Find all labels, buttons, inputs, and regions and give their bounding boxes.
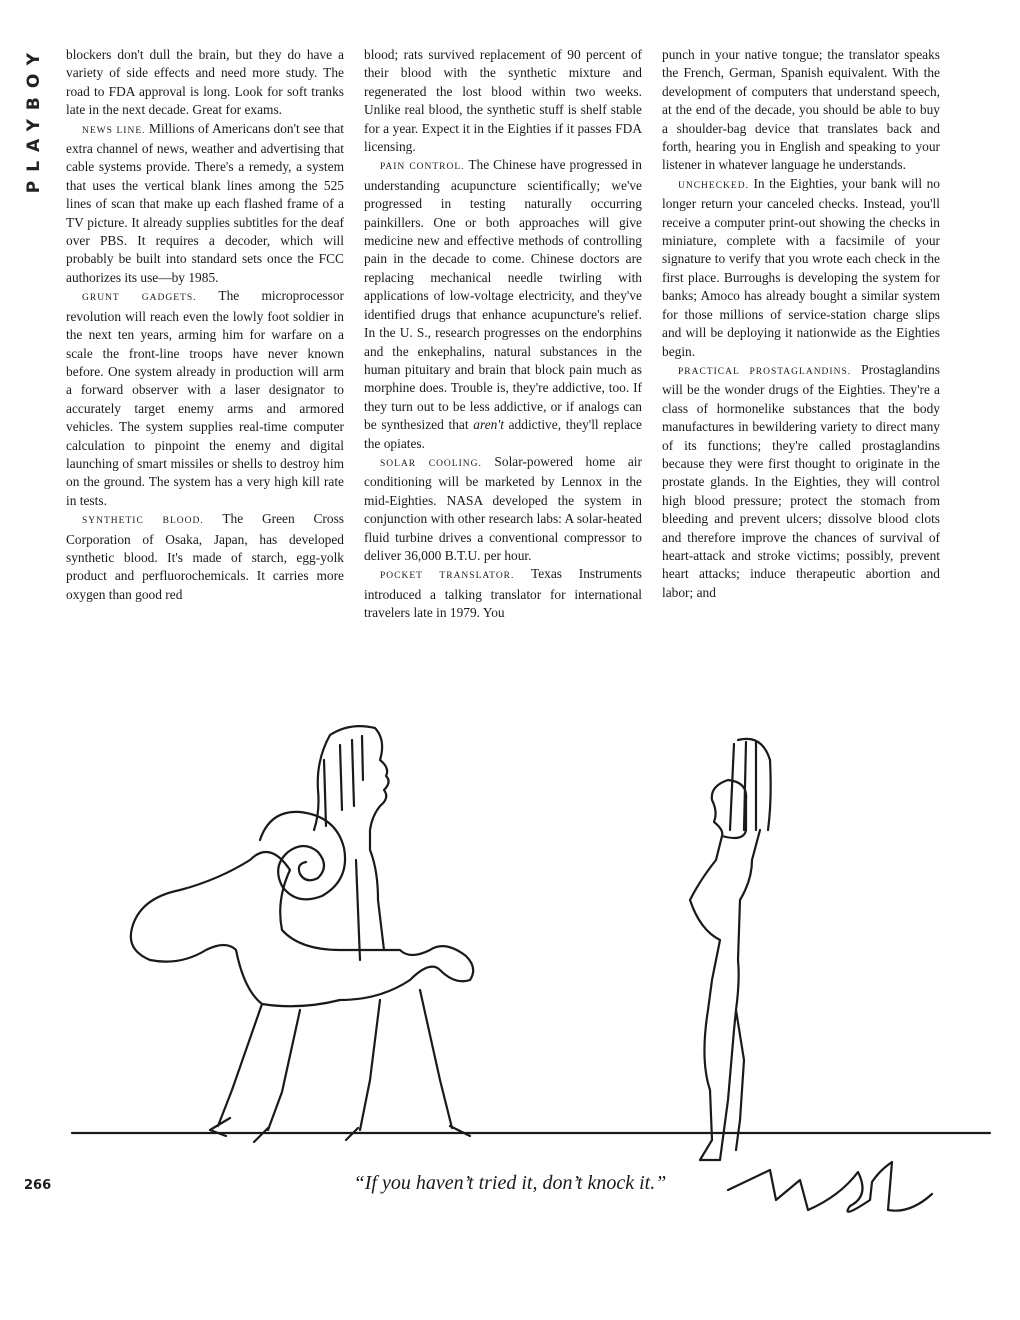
ram-legs [210,990,470,1142]
run-in-head: UNCHECKED. [678,180,749,191]
paragraph [662,361,940,602]
paragraph: blockers don't dull the brain, but they do have a variety of side effects and need more study. The road to FDA approval is long. Look for soft tranks late in the next decade. Great for exams. [66,47,344,118]
right-woman-figure [690,739,771,1160]
paragraph-text: Solar-powered home air conditioning will be marketed by Lennox in the mid-Eighties. NASA developed the system in conjunction with other research labs: A solar-heated fluid turbine drives a conventional compressor to deliver 36,000 B.T.U. per hour. [364,453,642,563]
page-number: 266 [24,1178,52,1193]
paragraph-text: Prostaglandins will be the wonder drugs of the Eighties. They're a class of hormonelike substances that the body manufactures in bewildering variety to direct many of its functions; they're called prostaglandins because they were first thought to originate in the prostate glands. In the Eighties, they will control high blood pressure; protect the stomach from bleeding and prevent ulcers; dissolve blood clots and therefore improve the chances of survival of heart-attack and stroke victims; possibly, prevent heart attacks; induce therapeutic abortion and labor; and [662,361,941,600]
run-in-head: PAIN CONTROL. [380,162,465,173]
paragraph [662,175,940,361]
paragraph [66,120,344,288]
run-in-head: POCKET TRANSLATOR. [380,571,515,582]
paragraph-text: In the Eighties, your bank will no longer return your canceled checks. Instead, you'll receive a computer print-out showing the checks in miniature, complete with a facsimile of your signature to verify that you wrote each check in the first place. Burroughs is developing the system for banks; Amoco has already bought a similar system for those millions of service-station charge slips and will be deploying it nationwide as the Eighties begin. [662,175,940,359]
run-in-head: PRACTICAL PROSTAGLANDINS. [678,366,852,377]
run-in-head: SOLAR COOLING. [380,458,482,469]
article-column-2 [364,46,642,623]
cartoon-caption: “If you haven’t tried it, don’t knock it.” [353,1172,667,1194]
ram-figure [131,852,473,1006]
run-in-head: SYNTHETIC BLOOD. [82,516,204,527]
paragraph [66,287,344,510]
emphasis-text: aren't [473,417,504,433]
paragraph [364,565,642,622]
paragraph-text: The Green Cross Corporation of Osaka, Japan, has developed synthetic blood. It's made of starch, egg-yolk product and perfluorochemicals. It carries more oxygen than good red [66,511,345,602]
run-in-head: GRUNT GADGETS. [82,293,197,304]
paragraph-text: addictive, they'll replace the opiates. [364,417,642,451]
left-woman-figure [314,726,389,960]
paragraph-text: Texas Instruments introduced a talking translator for international travelers late in 1979. You [364,566,643,621]
masthead: PLAYBOY [24,44,44,194]
paragraph [364,156,642,453]
paragraph-text: Millions of Americans don't see that extra channel of news, weather and advertising that cable systems provide. There's a remedy, a system that uses the vertical blank lines among the 525 lines of scan that make up each flashed frame of a TV picture. It already supplies subtitles for the deaf over PBS. It requires a decoder, which will probably be built into standard sets once the FCC authorizes its use—by 1985. [66,120,344,285]
ram-horn [260,812,345,899]
paragraph: punch in your native tongue; the translator speaks the French, German, Spanish equivalent. With the development of computers that understand speech, at the end of the decade, you should be able to buy a shoulder-bag device that translates back and forth, hearing you in English and speaking to your listener in whatever language he understands. [662,47,940,173]
run-in-head: NEWS LINE. [82,125,146,136]
article-column-1 [66,46,344,604]
paragraph-text: The microprocessor revolution will reach even the lowly foot soldier in the next ten years, arming him for warfare on a scale the front-line troops have never known before. One system already in production will arm a forward observer with a laser designator to accurately target enemy arms and armored vehicles. The system supplies real-time computer calculation to pinpoint the enemy and digital launching of smart missiles or shells to destroy him on the ground. The system has a very high kill rate in tests. [66,288,344,508]
article-column-3 [662,46,940,602]
paragraph-text: The Chinese have progressed in understanding acupuncture scientifically; we've progressed in testing naturally occurring painkillers. One or both approaches will give medicine new and effective methods of controlling pain in the decade to come. Chinese doctors are replacing mechanical needle twirling with applications of low-voltage electricity, and they've identified drugs that enhance acupuncture's relief. In the U. S., research progresses on the endorphins and the enkephalins, natural substances in the human pituitary and brain that block pain much as morphine does. Trouble is, they're addictive, too. If they turn out to be less addictive, or if analogs can be synthesized that [364,157,642,433]
paragraph: blood; rats survived replacement of 90 percent of their blood with the synthetic mixture and regenerated the lost blood within two weeks. Unlike real blood, the synthetic stuff is shelf stable for a year. Expect it in the Eighties if it passes FDA licensing. [364,47,642,155]
paragraph [364,453,642,565]
paragraph [66,510,344,604]
